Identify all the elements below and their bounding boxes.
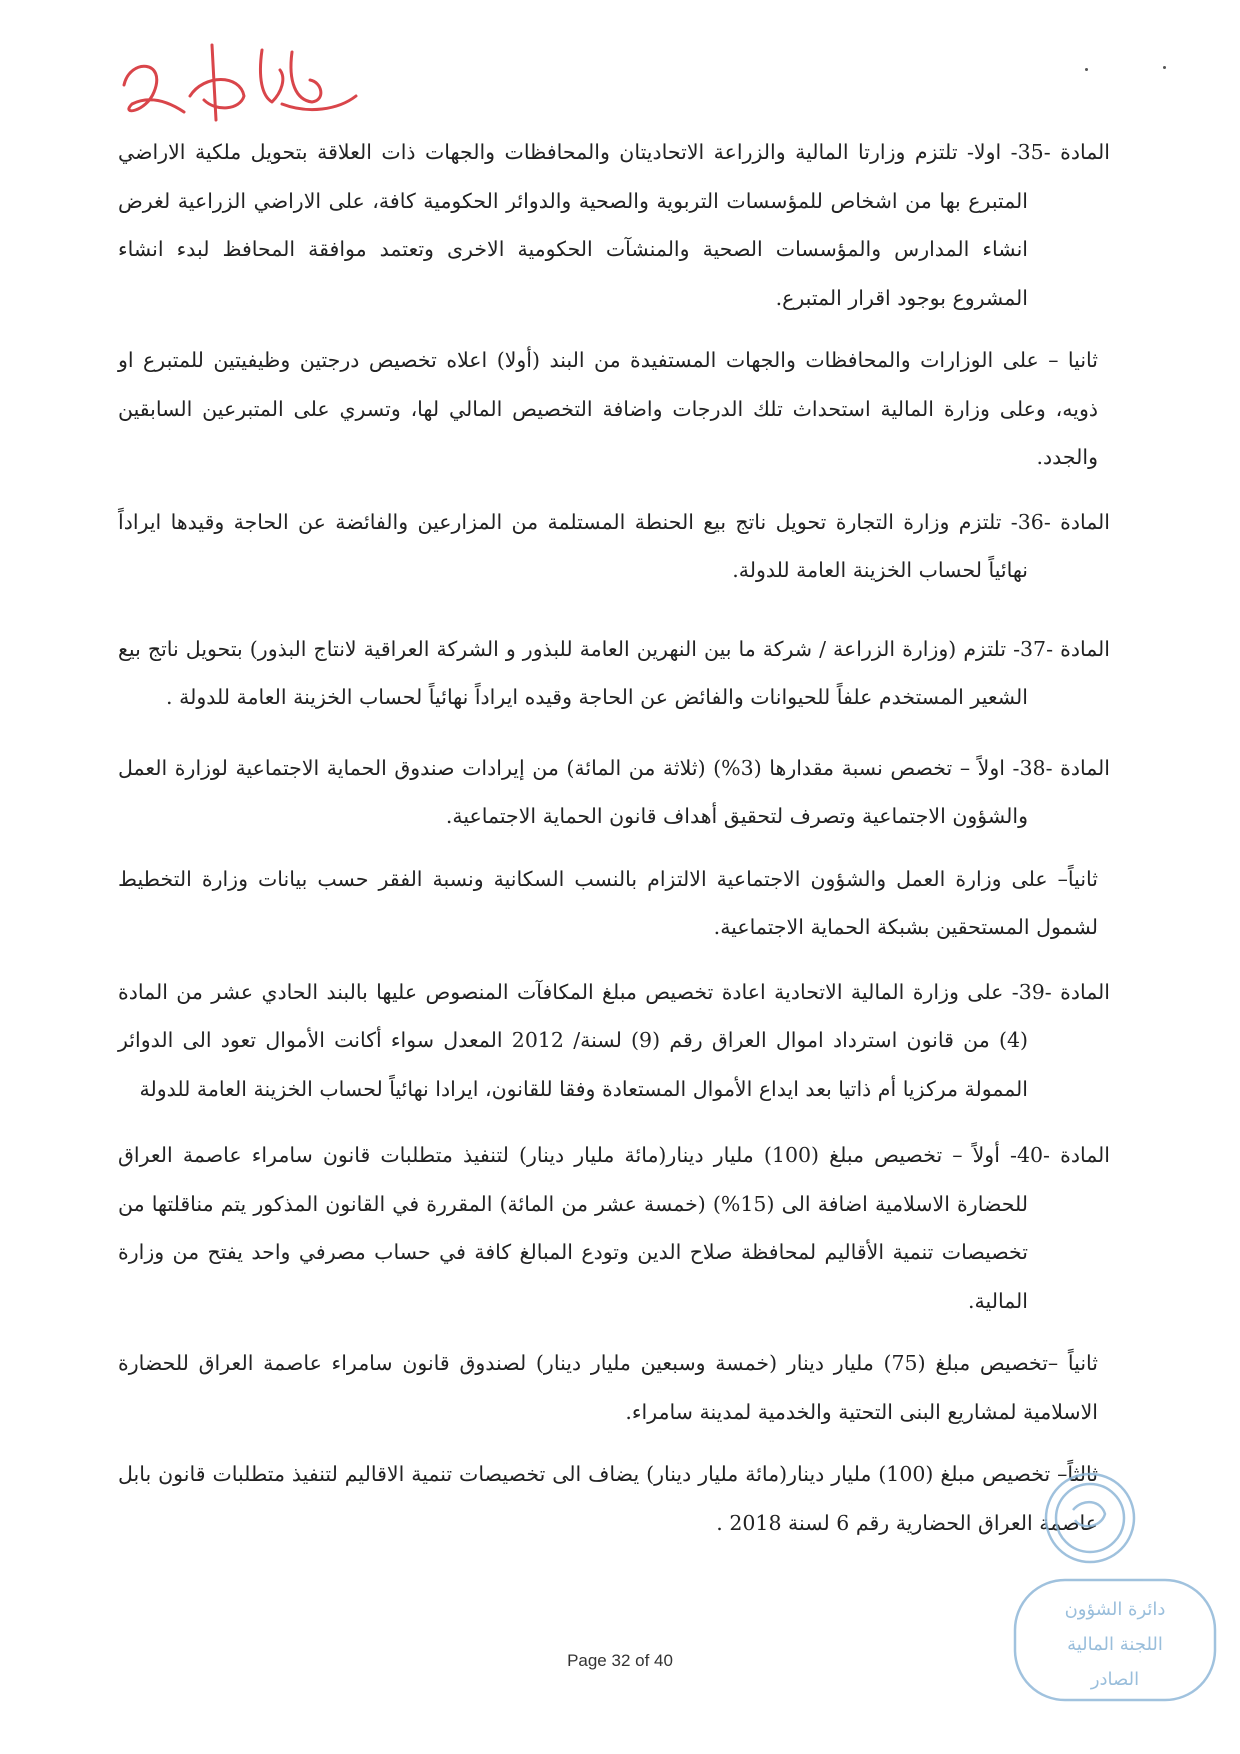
article-40-third: ثالثاً– تخصيص مبلغ (100) مليار دينار(مائة مليار دينار) يضاف الى تخصيصات تنمية الاقاليم لتنفيذ متطلبات قانون بابل عاصمة العراق الحضارية رقم 6 لسنة 2018 . — [118, 1462, 1098, 1535]
article-36: المادة -36- تلتزم وزارة التجارة تحويل ناتج بيع الحنطة المستلمة من المزارعين والفائضة عن الحاجة وقيدها ايراداً نهائياً لحساب الخزينة العامة للدولة. — [118, 509, 1110, 582]
article-39: المادة -39- على وزارة المالية الاتحادية اعادة تخصيص مبلغ المكافآت المنصوص عليها بالبند الحادي عشر من المادة (4) من قانون استرداد اموال العراق رقم (9) لسنة/ 2012 المعدل سواء أكانت الأموال تعود الى الدوائر الممولة مركزيا أم ذاتيا بعد ايداع الأموال المستعادة وفقا للقانون، ايرادا نهائياً لحساب الخزينة العامة للدولة — [118, 979, 1110, 1101]
article-35-second: ثانيا – على الوزارات والمحافظات والجهات المستفيدة من البند (أولا) اعلاه تخصيص درجتين وظيفيتين للمتبرع او ذويه، وعلى وزارة المالية استحداث تلك الدرجات واضافة التخصيص المالي لها، وتسري على المتبرعين السابقين والجدد. — [118, 348, 1098, 469]
page-number: Page 32 of 40 — [567, 1651, 673, 1670]
article-38-first: المادة -38- اولاً – تخصص نسبة مقدارها (3%) (ثلاثة من المائة) من إيرادات صندوق الحماية الاجتماعية لوزارة العمل والشؤون الاجتماعية وتصرف لتحقيق أهداف قانون الحماية الاجتماعية. — [118, 755, 1110, 828]
article-38-second: ثانياً– على وزارة العمل والشؤون الاجتماعية الالتزام بالنسب السكانية ونسبة الفقر حسب بيانات وزارة التخطيط لشمول المستحقين بشبكة الحماية الاجتماعية. — [118, 866, 1098, 939]
official-stamp — [1005, 1470, 1225, 1720]
stamp-line-2: اللجنة المالية — [1067, 1634, 1163, 1655]
stamp-line-3: الصادر — [1090, 1669, 1140, 1690]
scan-speck — [1085, 68, 1088, 71]
scan-speck — [1163, 66, 1166, 69]
article-37: المادة -37- تلتزم (وزارة الزراعة / شركة ما بين النهرين العامة للبذور و الشركة العراقية لانتاج البذور) بتحويل ناتج بيع الشعير المستخدم علفاً للحيوانات والفائض عن الحاجة وقيده ايراداً نهائياً لحساب الخزينة العامة للدولة . — [118, 636, 1110, 709]
article-40-second: ثانياً –تخصيص مبلغ (75) مليار دينار (خمسة وسبعين مليار دينار) لصندوق قانون سامراء عاصمة العراق للحضارة الاسلامية لمشاريع البنى التحتية والخدمية لمدينة سامراء. — [118, 1351, 1098, 1424]
article-40-first: المادة -40- أولاً – تخصيص مبلغ (100) مليار دينار(مائة مليار دينار) لتنفيذ متطلبات قانون سامراء عاصمة العراق للحضارة الاسلامية اضافة الى (15%) (خمسة عشر من المائة) المقررة في القانون المذكور يتم مناقلتها من تخصيصات تنمية الأقاليم لمحافظة صلاح الدين وتودع المبالغ كافة في حساب مصرفي واحد يفتح من وزارة المالية. — [118, 1143, 1110, 1313]
article-35-first: المادة -35- اولا- تلتزم وزارتا المالية والزراعة الاتحاديتان والمحافظات والجهات ذات العلاقة بتحويل ملكية الاراضي المتبرع بها من اشخاص للمؤسسات التربوية والصحية والدوائر الحكومية كافة، على الاراضي الزراعية لغرض انشاء المدارس والمؤسسات الصحية والمنشآت الحكومية الاخرى وتعتمد موافقة المحافظ لبدء انشاء المشروع بوجود اقرار المتبرع. — [118, 140, 1110, 310]
handwritten-signature — [112, 30, 362, 130]
stamp-line-1: دائرة الشؤون — [1064, 1599, 1166, 1620]
document-body — [118, 128, 1110, 1547]
